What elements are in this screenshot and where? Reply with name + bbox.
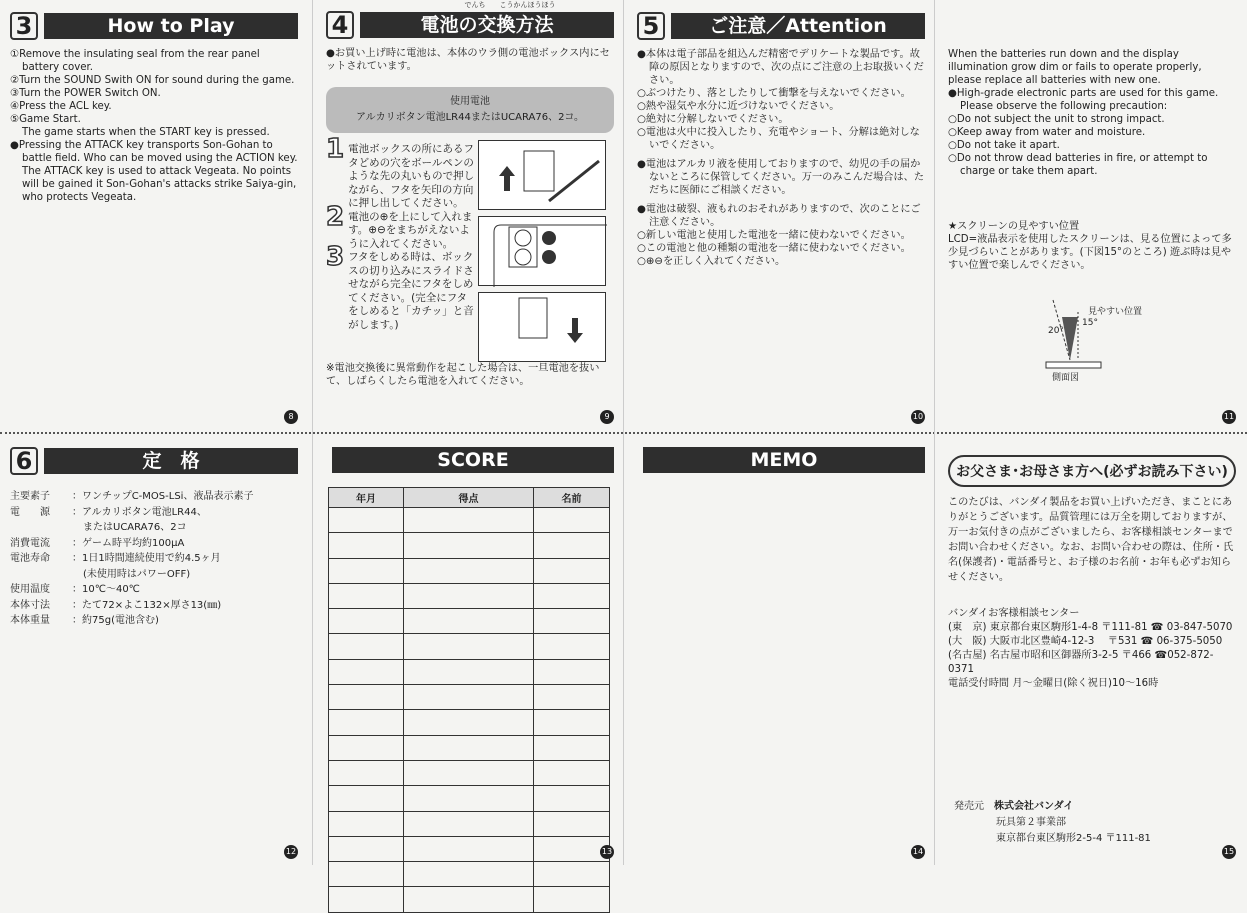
office: (名古屋) 名古屋市昭和区御器所3-2-5 〒466 ☎052-872-0371 [948,650,1214,675]
spec-row [10,536,298,552]
score-row [329,558,610,583]
caution: ○この電池と他の種類の電池を一緒に使わないでください。 [637,243,911,254]
score-cell[interactable] [534,811,610,836]
score-row [329,710,610,735]
publisher: 株式会社バンダイ [994,801,1074,812]
page-battery-replacement [316,0,624,430]
step-number: 2 [326,201,345,232]
spec-row [10,505,298,521]
caution: ○電池は火中に投入したり、充電やショート、分解は絶対しないでください。 [637,127,920,151]
screen-text: LCD=液晶表示を使用したスクリーンは、見る位置によって多少見づらいことがあります。(下図15°のところ) 遊ぶ時は見やすい位置で楽しんでください。 [948,234,1232,271]
caution: ○絶対に分解しないでください。 [637,114,789,125]
score-row [329,685,610,710]
colon: ： [72,491,82,502]
box-title: 使用電池 [450,96,490,107]
notice-text: このたびは、バンダイ製品をお買い上げいただき、まことにありがとうございます。品質管理には万全を期しておりますが、万一お気付きの点がございましたら、お客様相談センターまでお問い合わせください。なお、お問い合わせの際は、住所・氏名(保護者)・電話番号と、お子様のお名前・お年も必ずお知らせください。 [948,497,1234,583]
spec-key [10,520,83,536]
score-cell[interactable] [534,583,610,608]
spec-row [10,567,298,583]
office: (東 京) 東京都台東区駒形1-4-8 〒111-81 ☎ 03-847-5070 [948,622,1233,633]
center-name: バンダイお客様相談センター [948,608,1080,619]
score-cell[interactable] [404,609,534,634]
spec-key: 本体重量 [10,615,50,626]
score-cell[interactable] [329,786,404,811]
score-cell[interactable] [534,558,610,583]
step-note: The game starts when the START key is pressed. [22,127,270,138]
colon: ： [72,615,82,626]
gameplay-note: ●Pressing the ATTACK key transports Son-Gohan to battle field. Who can be moved using the ACTION key. The ATTACK key is used to attack Vegeata. No points will be gained it Son-Gohan's attacks strike Saiya-gin, who protects Vegeata. [10,140,298,203]
page-number: 14 [911,845,925,859]
page-attention-english [938,0,1246,430]
angle-label: 15° [1082,318,1098,328]
instructions [10,48,298,204]
figure-insert-batteries [478,216,606,286]
note: ※電池交換後に異常動作を起こした場合は、一旦電池を抜いて、しばらくしたら電池を入れてください。 [326,363,600,387]
colon: ： [72,537,82,549]
spec-row [10,489,298,505]
section-number: 5 [637,12,665,40]
score-cell[interactable] [404,558,534,583]
page-number: 12 [284,845,298,859]
page-number: 13 [600,845,614,859]
score-row [329,659,610,684]
section-title: ご注意／Attention [671,13,925,39]
intro: ●お買い上げ時に電池は、本体のウラ側の電池ボックス内にセットされています。 [326,48,610,72]
score-cell[interactable] [404,533,534,558]
figure-open-cover [478,140,606,210]
box-text: アルカリボタン電池LR44またはUCARA76、2コ。 [355,112,585,123]
step-text: 電池の⊕を上にして入れます。⊕⊖をまちがえないように入れてください。 [348,210,473,250]
colon: ： [72,584,82,595]
spec-key: 電 源 [10,506,50,518]
page-specifications [0,435,308,865]
colon: ： [72,599,82,611]
hours: 電話受付時間 月〜金曜日(除く祝日)10〜16時 [948,678,1159,689]
score-cell[interactable] [329,659,404,684]
step: ②Turn the SOUND Swith ON for sound during the game. [10,75,295,86]
section-title: MEMO [643,447,925,473]
spec-list [10,489,298,629]
cautions [637,48,925,268]
score-cell[interactable] [329,760,404,785]
spec-value: 約75g(電池含む) [82,615,159,626]
spec-value: アルカリボタン電池LR44、 [82,506,207,518]
spec-row [10,520,298,536]
score-cell[interactable] [404,508,534,533]
spec-key: 使用温度 [10,584,50,595]
caution: ○新しい電池と使用した電池を一緒に使わないでください。 [637,230,911,241]
score-cell[interactable] [534,685,610,710]
step-3 [326,242,476,332]
column-header: 名前 [534,488,610,508]
address: 東京都台東区駒形2-5-4 〒111-81 [996,833,1151,844]
step-1 [326,134,476,211]
department: 玩具第２事業部 [996,817,1066,828]
precaution: ○Keep away from water and moisture. [948,127,1146,138]
caution: ○熱や湿気や水分に近づけないでください。 [637,101,840,112]
publisher-label: 発売元 [954,801,984,812]
page-memo [627,435,935,865]
score-cell[interactable] [404,685,534,710]
score-cell[interactable] [404,887,534,912]
step-number: 3 [326,242,345,272]
step: ⑤Game Start. [10,114,81,125]
score-row [329,760,610,785]
score-cell[interactable] [404,786,534,811]
colon: ： [72,553,82,564]
score-row [329,887,610,912]
score-cell[interactable] [329,634,404,659]
score-row [329,735,610,760]
score-cell[interactable] [404,760,534,785]
section-number: 4 [326,11,354,39]
column-header: 得点 [404,488,534,508]
score-cell[interactable] [534,887,610,912]
column-header: 年月 [329,488,404,508]
score-cell[interactable] [534,533,610,558]
page-score [316,435,624,865]
spec-value: 1日1時間連続使用で約4.5ヶ月 [82,553,221,564]
page-how-to-play [0,0,308,430]
score-cell[interactable] [404,836,534,861]
score-cell[interactable] [329,836,404,861]
fig-label: 見やすい位置 [1088,307,1143,317]
figure-close-cover [478,292,606,362]
score-cell[interactable] [404,583,534,608]
score-cell[interactable] [329,508,404,533]
intro: When the batteries run down and the display illumination grow dim or fails to operate properly, please replace all batteries with new one. [948,49,1202,86]
spec-key: 消費電流 [10,537,50,549]
viewing-angle-diagram [948,292,1236,382]
office: (大 阪) 大阪市北区豊崎4-12-3 〒531 ☎ 06-375-5050 [948,636,1223,647]
precautions [948,48,1236,178]
caution: ●電池はアルカリ液を使用しておりますので、幼児の手の届かないところに保管してください。万一のみこんだ場合は、ただちに医師にご相談ください。 [637,159,925,196]
score-row [329,862,610,887]
score-row [329,634,610,659]
section-number: 3 [10,12,38,40]
score-row [329,786,610,811]
fig-caption: 側面図 [1052,373,1080,383]
score-cell[interactable] [329,710,404,735]
page-number: 8 [284,410,298,424]
page-number: 10 [911,410,925,424]
spec-value: たて72×よこ132×厚さ13(㎜) [82,599,222,611]
caution: ●電池は破裂、液もれのおそれがありますので、次のことにご注意ください。 [637,204,921,228]
notice-title: お父さま･お母さま方へ(必ずお読み下さい) [948,455,1236,487]
publisher-info [954,799,1151,847]
angle-label: 20° [1048,326,1064,336]
score-cell[interactable] [329,887,404,912]
contact-center [948,607,1236,691]
score-cell[interactable] [534,836,610,861]
score-cell[interactable] [534,786,610,811]
panel-separator [312,0,313,865]
page-number: 15 [1222,845,1236,859]
spec-value: 10℃〜40℃ [82,584,140,595]
score-cell[interactable] [404,862,534,887]
score-row [329,836,610,861]
step-text: フタをしめる時は、ボックスの切り込みにスライドさせながら完全にフタをしめてください。(完全にフタをしめると「カチッ」と音がします。) [348,251,474,331]
spec-row [10,551,298,567]
caution: ●本体は電子部品を組込んだ精密でデリケートな製品です。故障の原因となりますので、次の点にご注意の上お取扱いください。 [637,49,924,86]
score-cell[interactable] [329,533,404,558]
score-cell[interactable] [534,710,610,735]
spec-key [10,567,83,583]
section-title: 電池の交換方法 [360,12,614,38]
score-cell[interactable] [534,760,610,785]
page-number: 11 [1222,410,1236,424]
score-row [329,583,610,608]
precaution: ●High-grade electronic parts are used for this game. Please observe the following precaution: [948,88,1219,112]
step-number: 1 [326,134,345,164]
spec-key: 電池寿命 [10,553,50,564]
score-cell[interactable] [534,508,610,533]
spec-value: ゲーム時平均約100μA [82,537,185,549]
page-attention [627,0,935,430]
score-cell[interactable] [329,558,404,583]
score-cell[interactable] [329,735,404,760]
spec-value: またはUCARA76、2コ [83,522,187,533]
score-cell[interactable] [404,811,534,836]
score-cell[interactable] [404,659,534,684]
section-title: 定 格 [44,448,298,474]
caution: ○⊕⊖を正しく入れてください。 [637,256,786,267]
score-cell[interactable] [534,862,610,887]
score-cell[interactable] [329,609,404,634]
spec-row [10,582,298,598]
page-parents-notice [938,435,1246,865]
step-2 [326,201,476,252]
spec-row [10,598,298,614]
score-row [329,609,610,634]
score-cell[interactable] [329,862,404,887]
score-row [329,811,610,836]
section-number: 6 [10,447,38,475]
precaution: ○Do not subject the unit to strong impact. [948,114,1165,125]
spec-row [10,613,298,629]
score-cell[interactable] [329,583,404,608]
spec-key: 主要素子 [10,491,50,502]
precaution: ○Do not throw dead batteries in fire, or attempt to charge or take them apart. [948,153,1208,177]
step: ④Press the ACL key. [10,101,112,112]
score-cell[interactable] [329,685,404,710]
score-cell[interactable] [404,710,534,735]
screen-title: ★スクリーンの見やすい位置 [948,221,1080,232]
caution: ○ぶつけたり、落としたりして衝撃を与えないでください。 [637,88,911,99]
score-cell[interactable] [404,735,534,760]
spec-value: ワンチップC-MOS-LSi、液晶表示素子 [82,491,254,502]
score-cell[interactable] [534,735,610,760]
score-table [328,487,610,913]
spec-value: (未使用時はパワーOFF) [83,568,191,580]
section-title: SCORE [332,447,614,473]
screen-position [948,220,1236,272]
score-cell[interactable] [404,634,534,659]
score-cell[interactable] [534,659,610,684]
score-row [329,533,610,558]
step: ①Remove the insulating seal from the rear panel battery cover. [10,49,260,73]
score-cell[interactable] [534,634,610,659]
furigana: でんち こうかんほうほう [464,1,556,9]
section-title: How to Play [44,13,298,39]
spec-key: 本体寸法 [10,599,50,611]
score-row [329,508,610,533]
step-text: 電池ボックスの所にあるフタどめの穴をボールペンのような先の丸いもので押しながら、フタを矢印の方向に押し出してください。 [348,143,475,209]
colon: ： [72,506,82,518]
score-cell[interactable] [329,811,404,836]
score-cell[interactable] [534,609,610,634]
page-number: 9 [600,410,614,424]
step: ③Turn the POWER Switch ON. [10,88,161,99]
battery-type-box [326,87,614,133]
precaution: ○Do not take it apart. [948,140,1060,151]
